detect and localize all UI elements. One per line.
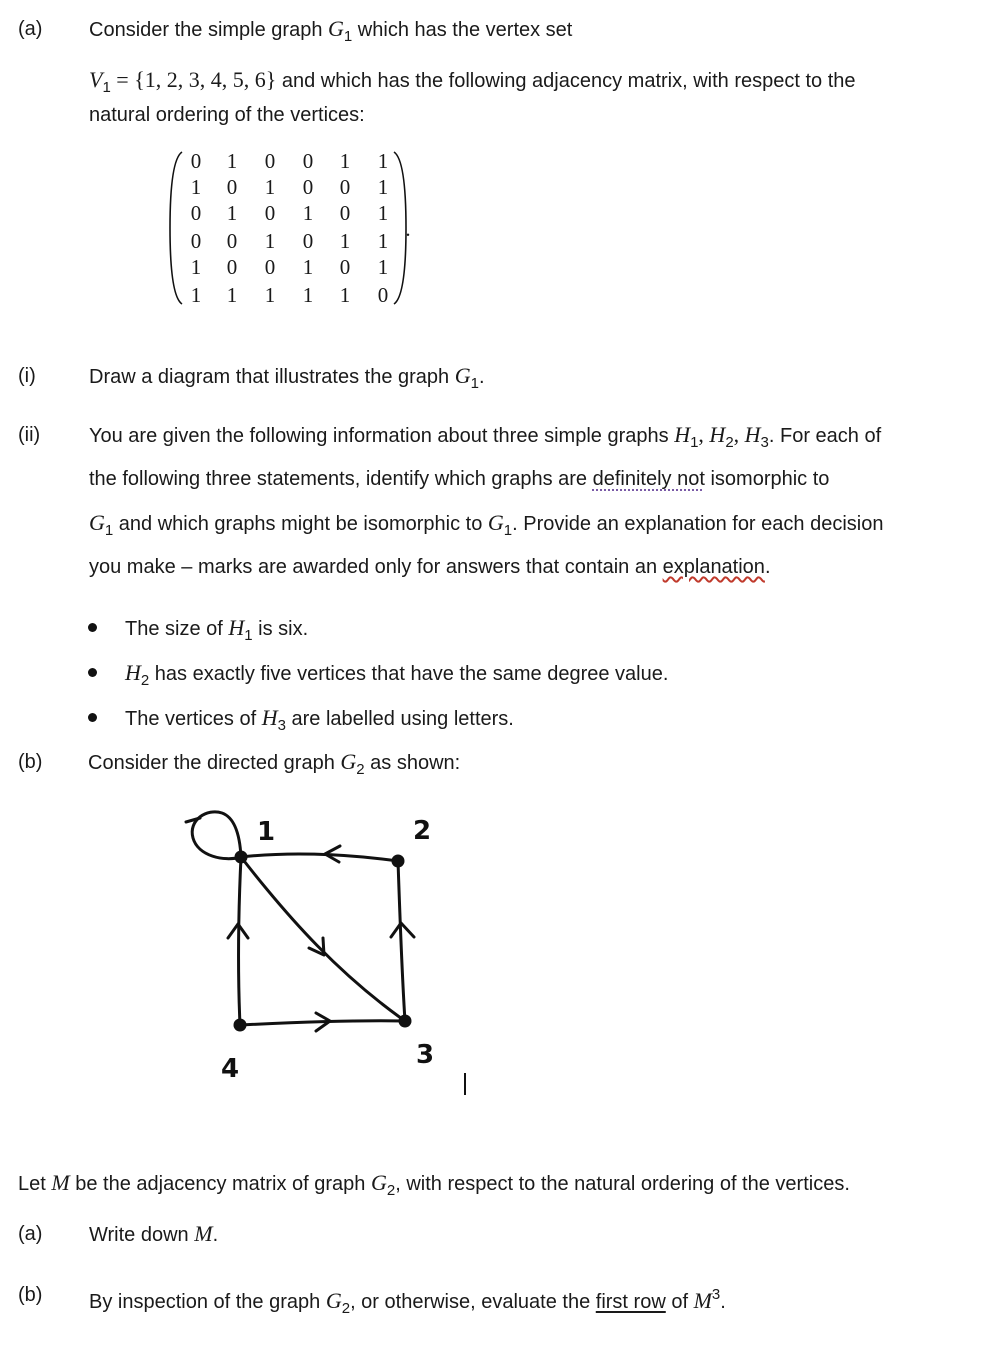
matrix-cell: 1 bbox=[302, 255, 314, 279]
part-a-line-3: natural ordering of the vertices: bbox=[89, 104, 365, 126]
text-cursor bbox=[464, 1073, 466, 1095]
bullet-1: The size of $H_1$ is six. bbox=[125, 615, 309, 644]
matrix-cell: 0 bbox=[226, 175, 238, 199]
matrix-cell: 1 bbox=[302, 201, 314, 225]
loop-tick bbox=[186, 818, 200, 822]
matrix-cell: 0 bbox=[190, 229, 202, 253]
bullet-3: The vertices of $H_3$ are labelled using letters. bbox=[125, 705, 514, 734]
matrix-cell: 0 bbox=[302, 149, 314, 173]
matrix-cell: 1 bbox=[190, 283, 202, 307]
question-b-text: By inspection of the graph $G_2$, or otherwise, evaluate the first row of $M^3$. bbox=[89, 1286, 726, 1317]
matrix-cell: 1 bbox=[339, 149, 351, 173]
vertex-label-4: 4 bbox=[221, 1054, 240, 1084]
edge-3-2 bbox=[398, 861, 405, 1021]
definitely-not-emphasis: definitely not bbox=[592, 468, 705, 490]
part-ii-line-4: you make – marks are awarded only for answers that contain an explanation. bbox=[89, 556, 771, 578]
vertex-4 bbox=[234, 1019, 247, 1032]
part-i-label: (i) bbox=[18, 365, 36, 387]
let-m-sentence: Let M be the adjacency matrix of graph $G_2$, with respect to the natural ordering of the vertices. bbox=[18, 1170, 850, 1199]
matrix-cell: 0 bbox=[264, 149, 276, 173]
matrix-cell: 0 bbox=[339, 175, 351, 199]
vertex-label-2: 2 bbox=[413, 816, 432, 846]
matrix-cell: 0 bbox=[264, 255, 276, 279]
edge-4-3 bbox=[240, 1021, 405, 1025]
matrix-cell: 1 bbox=[302, 283, 314, 307]
question-a-text: Write down M. bbox=[89, 1221, 219, 1246]
matrix-cell: 0 bbox=[339, 255, 351, 279]
matrix-cell: 1 bbox=[264, 229, 276, 253]
matrix-cell: 1 bbox=[190, 175, 202, 199]
matrix-cell: 0 bbox=[264, 201, 276, 225]
vertex-1 bbox=[235, 851, 248, 864]
matrix-cell: 0 bbox=[226, 255, 238, 279]
matrix-cell: 1 bbox=[377, 175, 389, 199]
arrowhead-3-2 bbox=[391, 923, 414, 937]
matrix-cell: 0 bbox=[339, 201, 351, 225]
vertex-3 bbox=[399, 1015, 412, 1028]
matrix-cell: 1 bbox=[264, 283, 276, 307]
part-a-label: (a) bbox=[18, 18, 43, 40]
matrix-cell: 1 bbox=[226, 283, 238, 307]
spellcheck-word: explanation bbox=[662, 556, 765, 578]
matrix-cell: 1 bbox=[377, 149, 389, 173]
vertex-label-1: 1 bbox=[257, 817, 276, 847]
part-b-text: Consider the directed graph $G_2$ as shown: bbox=[88, 749, 461, 778]
question-b-label: (b) bbox=[18, 1284, 43, 1306]
matrix-cell: 1 bbox=[226, 201, 238, 225]
matrix-cell: 0 bbox=[190, 149, 202, 173]
bullet-2: $H_2$ has exactly five vertices that have the same degree value. bbox=[125, 660, 669, 689]
matrix-period: . bbox=[405, 217, 411, 241]
edge-2-1 bbox=[241, 854, 398, 861]
first-row-emphasis: first row bbox=[595, 1291, 666, 1313]
matrix-cell: 0 bbox=[302, 229, 314, 253]
question-a-label: (a) bbox=[18, 1223, 43, 1245]
matrix-cell: 0 bbox=[302, 175, 314, 199]
part-ii-line-2: the following three statements, identify which graphs are definitely not isomorphic to bbox=[89, 468, 830, 490]
matrix-cell: 1 bbox=[339, 283, 351, 307]
matrix-cell: 1 bbox=[377, 255, 389, 279]
matrix-cell: 1 bbox=[190, 255, 202, 279]
edge-4-1 bbox=[239, 857, 241, 1025]
matrix-cell: 1 bbox=[377, 229, 389, 253]
part-b-label: (b) bbox=[18, 751, 43, 773]
part-i-text: Draw a diagram that illustrates the graph $G_1$. bbox=[89, 363, 485, 392]
part-a-line-1: Consider the simple graph $G_1$ which has the vertex set bbox=[89, 16, 573, 45]
matrix-cell: 1 bbox=[264, 175, 276, 199]
part-a-line-2: $V_1 = \{1$, 2, 3, 4, 5, 6} and which has the following adjacency matrix, with respect to the bbox=[89, 67, 856, 96]
matrix-cell: 0 bbox=[226, 229, 238, 253]
matrix-cell: 0 bbox=[190, 201, 202, 225]
matrix-cell: 1 bbox=[377, 201, 389, 225]
matrix-cell: 0 bbox=[377, 283, 389, 307]
vertex-label-3: 3 bbox=[416, 1040, 435, 1070]
part-ii-label: (ii) bbox=[18, 424, 41, 446]
vertex-2 bbox=[392, 855, 405, 868]
matrix-cell: 1 bbox=[339, 229, 351, 253]
matrix-cell: 1 bbox=[226, 149, 238, 173]
part-ii-line-3: $G_1$ and which graphs might be isomorphic to $G_1$. Provide an explanation for each decision bbox=[89, 510, 884, 539]
part-ii-line-1: You are given the following information about three simple graphs $H_1$, $H_2$, $H_3$. For each of bbox=[89, 422, 882, 451]
